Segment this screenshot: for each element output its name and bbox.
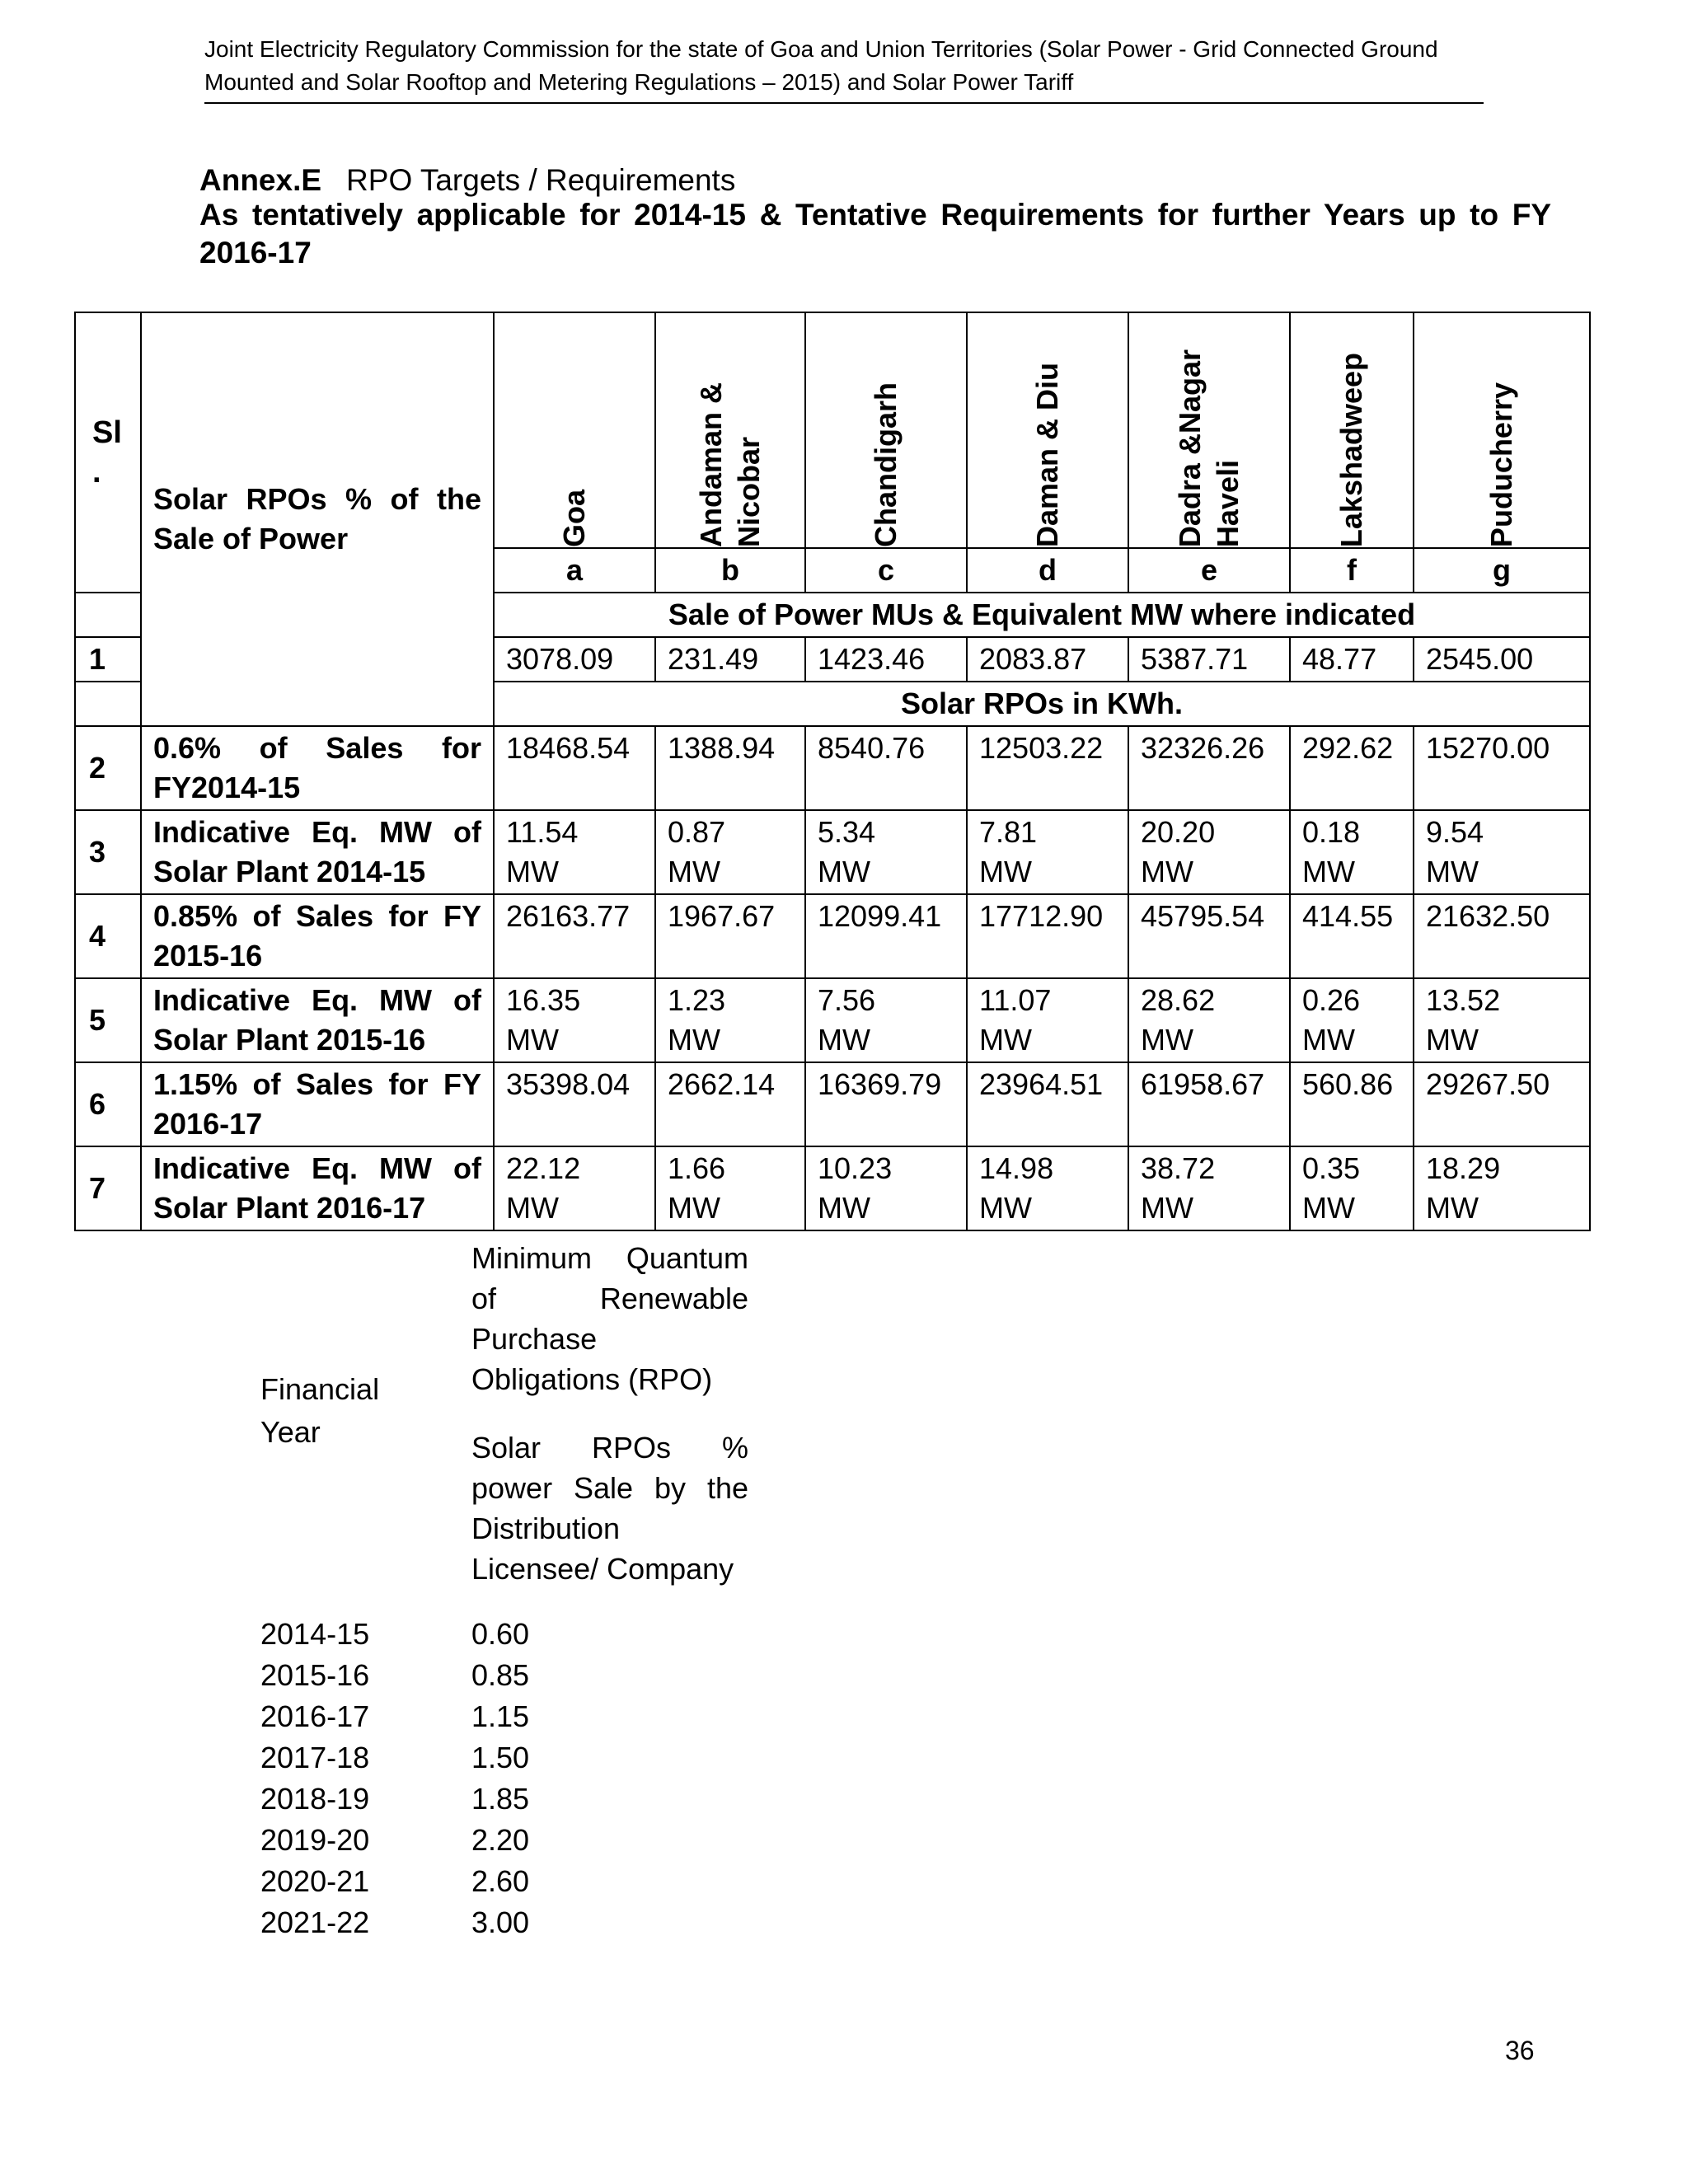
solar-rpo-percent: 1.15 <box>471 1699 530 1733</box>
value-cell: 10.23 MW <box>805 1146 967 1230</box>
annex-label: Annex.E <box>199 163 322 197</box>
region-name: Goa <box>557 489 591 547</box>
fy-row <box>260 1737 529 1779</box>
column-header-e <box>1128 312 1290 548</box>
value-cell: 29267.50 <box>1414 1062 1590 1146</box>
value-cell: 7.56 MW <box>805 978 967 1062</box>
column-header-a <box>494 312 655 548</box>
region-name: Andaman & Nicobar <box>694 382 766 547</box>
region-name: Lakshadweep <box>1334 352 1368 547</box>
value-cell: 1388.94 <box>655 726 805 810</box>
value-cell: 16.35 MW <box>494 978 655 1062</box>
value-cell: 231.49 <box>655 637 805 682</box>
value-cell: 26163.77 <box>494 894 655 978</box>
row-number: 2 <box>75 726 141 810</box>
value-cell: 0.18 MW <box>1290 810 1414 894</box>
region-name: Daman & Diu <box>1030 362 1064 547</box>
solar-rpo-percent: 0.60 <box>471 1617 530 1651</box>
rpo-quantum-header: Minimum Quantum of Renewable Purchase Obligations (RPO) <box>471 1241 748 1396</box>
fy-row <box>260 1779 529 1820</box>
financial-year: 2017-18 <box>260 1741 370 1774</box>
value-cell: 17712.90 <box>967 894 1128 978</box>
value-cell: 35398.04 <box>494 1062 655 1146</box>
value-cell: 8540.76 <box>805 726 967 810</box>
value-cell: 16369.79 <box>805 1062 967 1146</box>
value-cell: 11.54 MW <box>494 810 655 894</box>
column-header-f <box>1290 312 1414 548</box>
value-cell: 22.12 MW <box>494 1146 655 1230</box>
financial-year: 2020-21 <box>260 1864 370 1898</box>
financial-year: 2015-16 <box>260 1658 370 1692</box>
row-description: Indicative Eq. MW of Solar Plant 2014-15 <box>141 810 494 894</box>
solar-rpo-kwh-section-header: Solar RPOs in KWh. <box>494 682 1590 726</box>
solar-rpo-desc-header: Solar RPOs % of the Sale of Power <box>141 312 494 726</box>
annex-title <box>199 162 735 199</box>
row-number: 6 <box>75 1062 141 1146</box>
value-cell: 32326.26 <box>1128 726 1290 810</box>
solar-rpo-percent: 2.60 <box>471 1864 530 1898</box>
region-name: Dadra &Nagar Haveli <box>1173 349 1245 547</box>
fy-row <box>260 1655 529 1696</box>
row-description: 0.6% of Sales for FY2014-15 <box>141 726 494 810</box>
column-header-g <box>1414 312 1590 548</box>
fy-row <box>260 1902 529 1943</box>
value-cell: 5387.71 <box>1128 637 1290 682</box>
financial-year-header: Financial Year <box>260 1372 380 1449</box>
value-cell: 0.87 MW <box>655 810 805 894</box>
value-cell: 1.23 MW <box>655 978 805 1062</box>
value-cell: 2545.00 <box>1414 637 1590 682</box>
value-cell: 1.66 MW <box>655 1146 805 1230</box>
table-row <box>75 1062 1590 1146</box>
row-description: Indicative Eq. MW of Solar Plant 2016-17 <box>141 1146 494 1230</box>
value-cell: 9.54 MW <box>1414 810 1590 894</box>
value-cell: 20.20 MW <box>1128 810 1290 894</box>
fy-rpo-list <box>260 1614 529 1943</box>
value-cell: 18.29 MW <box>1414 1146 1590 1230</box>
row-description: 0.85% of Sales for FY 2015-16 <box>141 894 494 978</box>
row-number: 3 <box>75 810 141 894</box>
row-description: Indicative Eq. MW of Solar Plant 2015-16 <box>141 978 494 1062</box>
row-number: 1 <box>75 637 141 682</box>
column-letter: d <box>967 548 1128 593</box>
value-cell: 14.98 MW <box>967 1146 1128 1230</box>
table-row <box>75 1146 1590 1230</box>
annex-title-text: RPO Targets / Requirements <box>346 163 736 197</box>
table-header-row <box>75 312 1590 548</box>
solar-rpo-percent: 2.20 <box>471 1823 530 1857</box>
column-header-d <box>967 312 1128 548</box>
financial-year: 2018-19 <box>260 1782 370 1816</box>
annex-subtitle: As tentatively applicable for 2014-15 & Tentative Requirements for further Years up to FY 2016-17 <box>199 198 1551 269</box>
column-header-b <box>655 312 805 548</box>
value-cell: 15270.00 <box>1414 726 1590 810</box>
blank-cell <box>75 593 141 637</box>
region-name: Puducherry <box>1484 382 1518 547</box>
table-row <box>75 810 1590 894</box>
value-cell: 23964.51 <box>967 1062 1128 1146</box>
rpo-table <box>74 312 1591 1231</box>
row-number: 5 <box>75 978 141 1062</box>
table-row <box>75 978 1590 1062</box>
value-cell: 7.81 MW <box>967 810 1128 894</box>
value-cell: 13.52 MW <box>1414 978 1590 1062</box>
value-cell: 1967.67 <box>655 894 805 978</box>
blank-cell <box>75 682 141 726</box>
value-cell: 61958.67 <box>1128 1062 1290 1146</box>
page-header: Joint Electricity Regulatory Commission for the state of Goa and Union Territories (Solar Power - Grid Connected Ground Mounted and Solar Rooftop and Metering Regulations – 2015) and Solar Power Tariff <box>204 36 1438 95</box>
financial-year: 2014-15 <box>260 1617 370 1651</box>
solar-rpo-percent: 1.85 <box>471 1782 530 1816</box>
column-letter: c <box>805 548 967 593</box>
column-header-c <box>805 312 967 548</box>
solar-rpo-percent: 1.50 <box>471 1741 530 1774</box>
solar-rpo-subheader: Solar RPOs % power Sale by the Distribution Licensee/ Company <box>471 1431 748 1586</box>
value-cell: 12503.22 <box>967 726 1128 810</box>
fy-row <box>260 1820 529 1861</box>
value-cell: 38.72 MW <box>1128 1146 1290 1230</box>
header-divider <box>204 102 1484 104</box>
column-letter: a <box>494 548 655 593</box>
value-cell: 0.35 MW <box>1290 1146 1414 1230</box>
solar-rpo-percent: 3.00 <box>471 1905 530 1939</box>
fy-row <box>260 1614 529 1655</box>
page-number: 36 <box>1505 2036 1535 2065</box>
value-cell: 3078.09 <box>494 637 655 682</box>
region-name: Chandigarh <box>869 382 903 547</box>
value-cell: 18468.54 <box>494 726 655 810</box>
sl-header: Sl . <box>75 312 141 593</box>
sale-of-power-section-header: Sale of Power MUs & Equivalent MW where indicated <box>494 593 1590 637</box>
financial-year: 2016-17 <box>260 1699 370 1733</box>
value-cell: 2083.87 <box>967 637 1128 682</box>
solar-rpo-percent: 0.85 <box>471 1658 530 1692</box>
row-number: 7 <box>75 1146 141 1230</box>
value-cell: 12099.41 <box>805 894 967 978</box>
value-cell: 560.86 <box>1290 1062 1414 1146</box>
value-cell: 414.55 <box>1290 894 1414 978</box>
value-cell: 5.34 MW <box>805 810 967 894</box>
fy-row <box>260 1861 529 1902</box>
row-description: 1.15% of Sales for FY 2016-17 <box>141 1062 494 1146</box>
value-cell: 45795.54 <box>1128 894 1290 978</box>
column-letter: g <box>1414 548 1590 593</box>
value-cell: 292.62 <box>1290 726 1414 810</box>
financial-year: 2021-22 <box>260 1905 370 1939</box>
value-cell: 0.26 MW <box>1290 978 1414 1062</box>
column-letter: e <box>1128 548 1290 593</box>
value-cell: 21632.50 <box>1414 894 1590 978</box>
value-cell: 48.77 <box>1290 637 1414 682</box>
column-letter: f <box>1290 548 1414 593</box>
column-letter: b <box>655 548 805 593</box>
value-cell: 28.62 MW <box>1128 978 1290 1062</box>
fy-row <box>260 1696 529 1737</box>
table-row <box>75 894 1590 978</box>
row-number: 4 <box>75 894 141 978</box>
table-row <box>75 726 1590 810</box>
financial-year: 2019-20 <box>260 1823 370 1857</box>
value-cell: 2662.14 <box>655 1062 805 1146</box>
value-cell: 11.07 MW <box>967 978 1128 1062</box>
value-cell: 1423.46 <box>805 637 967 682</box>
